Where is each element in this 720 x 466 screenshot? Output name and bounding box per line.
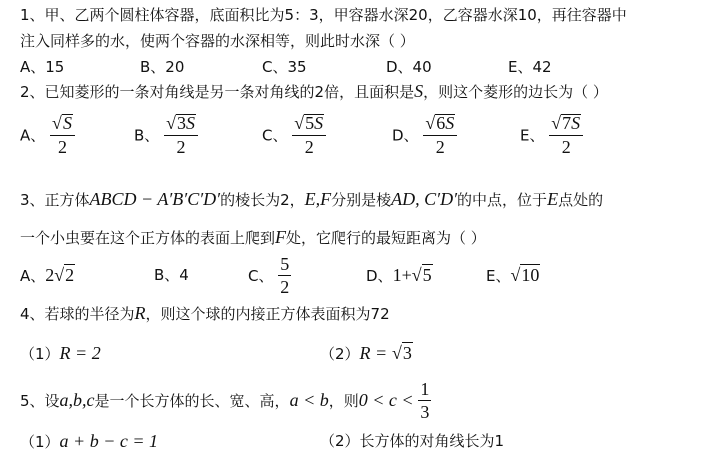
q3-option-e (486, 263, 540, 288)
q2-option-e-sqrt: √7S (551, 113, 581, 133)
q5-text-a: 5、设 (20, 392, 60, 410)
q2-option-d-label: D、 (392, 126, 419, 145)
q3-points-ef: E,F (304, 189, 332, 209)
q2-option-d-sqrt: √6S (425, 113, 455, 133)
q5-condition-2-text: 长方体的对角线长为1 (359, 432, 505, 450)
q3-option-e-label: E、 (486, 267, 511, 285)
q3-option-d (366, 263, 433, 288)
q5-condition-1-expr: a + b − c = 1 (59, 431, 158, 451)
q3-text-4: 的中点，位于 (457, 191, 548, 209)
q2-option-b-den: 2 (176, 137, 186, 157)
q2-option-d (392, 112, 457, 158)
q5-condition-2-label: （2） (320, 432, 360, 450)
q2-option-a (20, 112, 75, 158)
q5-condition: a < b (289, 390, 329, 410)
q2-text-b: ，则这个菱形的边长为（ ） (423, 83, 608, 101)
q2-option-a-label: A、 (20, 126, 46, 145)
q3-line-2 (20, 226, 486, 249)
q5-text-c: ，则 (328, 392, 359, 410)
q4-text-b: ，则这个球的内接正方体表面积为72 (145, 305, 390, 323)
q3-text-3: 分别是棱 (331, 191, 392, 209)
q2-var-s: S (414, 81, 424, 101)
q3-option-d-pre: 1+ (392, 265, 412, 285)
q1-option-c: C、35 (262, 58, 307, 76)
q4-stem (20, 302, 390, 325)
q3-option-c-fraction (278, 253, 291, 298)
q4-var-r: R (134, 303, 146, 323)
q3-option-a-sqrt: √2 (54, 265, 75, 285)
q3-option-c-num: 5 (280, 254, 290, 274)
q2-option-a-den: 2 (57, 137, 67, 157)
q1-line-1: 1、甲、乙两个圆柱体容器，底面积比为5：3，甲容器水深20，乙容器水深10，再往容器中 (20, 6, 627, 24)
q2-option-b-fraction (164, 112, 198, 158)
q2-text-a: 2、已知菱形的一条对角线是另一条对角线的2倍，且面积是 (20, 83, 415, 101)
q4-condition-1 (20, 342, 101, 365)
q3-cube-name: ABCD − A′B′C′D′ (89, 189, 221, 209)
q2-option-e (520, 112, 583, 158)
q3-option-a-label: A、 (20, 267, 46, 285)
q5-fraction (418, 378, 431, 423)
q5-condition-2 (320, 430, 504, 452)
q2-option-d-den: 2 (435, 137, 445, 157)
q5-fraction-num: 1 (420, 379, 430, 399)
q2-option-d-fraction (423, 112, 457, 158)
q4-condition-1-label: （1） (20, 345, 60, 363)
q3-text-7: 处，它爬行的最短距离为（ ） (286, 229, 486, 247)
q4-condition-2-expr: R = (359, 343, 388, 363)
q2-option-c-den: 2 (304, 137, 314, 157)
q3-option-d-label: D、 (366, 267, 393, 285)
q5-text-b: 是一个长方体的长、宽、高， (94, 392, 290, 410)
q5-condition-1-label: （1） (20, 433, 60, 451)
q3-point-f: F (275, 227, 287, 247)
q1-option-a: A、15 (20, 58, 65, 76)
q3-text-5: 点处的 (558, 191, 604, 209)
q2-option-c-label: C、 (262, 126, 288, 145)
q1-option-b: B、20 (140, 58, 185, 76)
q3-option-b: B、4 (154, 266, 189, 284)
q5-condition-1 (20, 430, 158, 453)
q3-option-c-den: 2 (280, 277, 290, 297)
q4-text-a: 4、若球的半径为 (20, 305, 135, 323)
q5-fraction-den: 3 (420, 402, 430, 422)
q3-point-e: E (547, 189, 559, 209)
q5-inequality: 0 < c < (358, 390, 414, 410)
q2-option-a-fraction (50, 112, 75, 158)
q3-line-1 (20, 188, 603, 211)
q1-option-d: D、40 (386, 58, 432, 76)
q5-stem (20, 378, 431, 423)
q5-vars: a,b,c (59, 390, 95, 410)
q3-text-6: 一个小虫要在这个正方体的表面上爬到 (20, 229, 276, 247)
q3-option-c-label: C、 (248, 267, 274, 285)
q3-option-c (248, 253, 291, 298)
q3-text-2: 的棱长为2， (220, 191, 305, 209)
q2-option-e-den: 2 (561, 137, 571, 157)
q1-line-2: 注入同样多的水，使两个容器的水深相等，则此时水深（ ） (20, 32, 415, 50)
q2-stem (20, 80, 608, 103)
q4-condition-2 (320, 342, 413, 365)
q2-option-e-fraction (549, 112, 583, 158)
q2-option-b (134, 112, 198, 158)
q3-option-a-coef: 2 (45, 265, 55, 285)
q4-condition-2-sqrt: √3 (391, 343, 412, 363)
q2-option-b-label: B、 (134, 126, 160, 145)
q3-option-d-sqrt: √5 (411, 265, 432, 285)
q3-option-a (20, 263, 75, 288)
q2-option-b-sqrt: √3S (166, 113, 195, 133)
q2-option-c (262, 112, 326, 158)
q2-option-e-label: E、 (520, 126, 545, 145)
q4-condition-2-label: （2） (320, 345, 360, 363)
q3-option-e-sqrt: √10 (510, 265, 540, 285)
q2-option-a-sqrt: √S (52, 113, 72, 133)
q3-text-1: 3、正方体 (20, 191, 90, 209)
q3-edges: AD, C′D′ (391, 189, 458, 209)
q2-option-c-fraction (292, 112, 326, 158)
q1-option-e: E、42 (508, 58, 552, 76)
q4-condition-1-expr: R = 2 (59, 343, 101, 363)
q2-option-c-sqrt: √5S (294, 113, 324, 133)
